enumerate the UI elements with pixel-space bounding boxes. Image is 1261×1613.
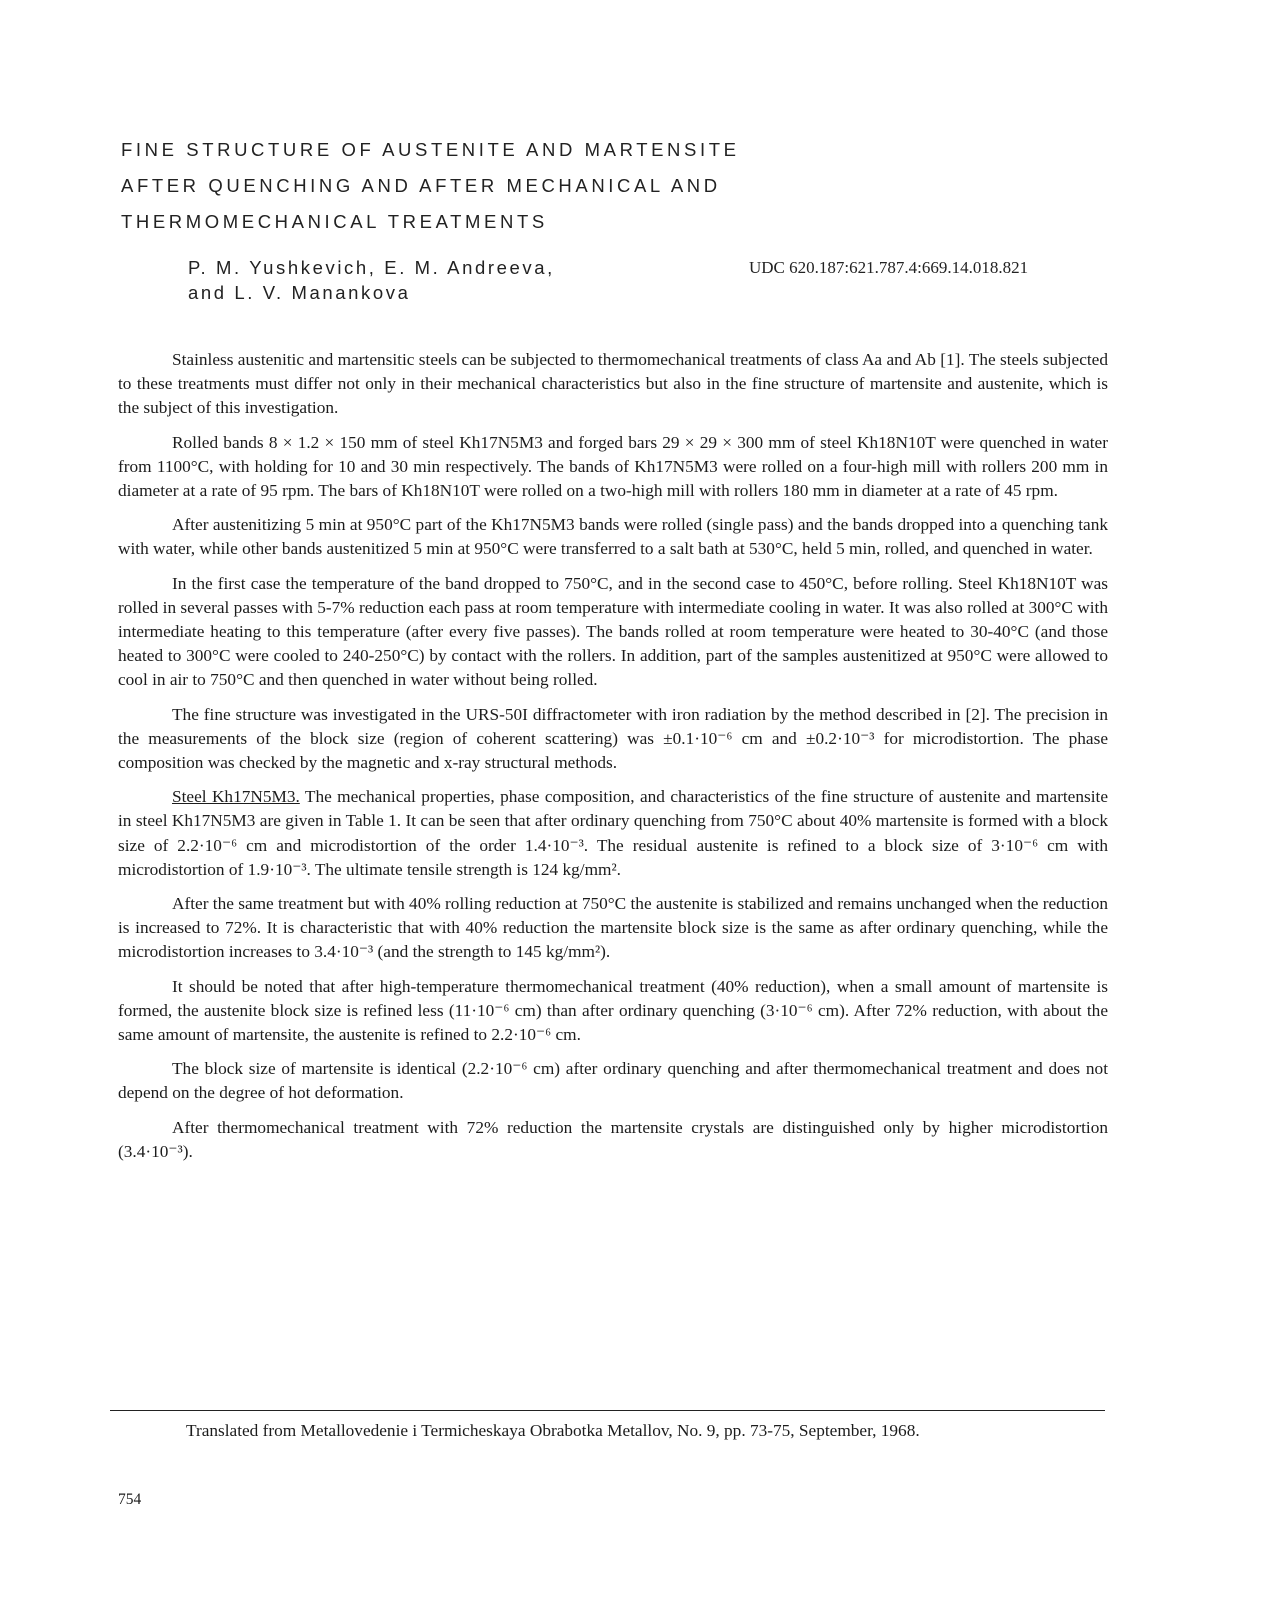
paragraph-2: Rolled bands 8 × 1.2 × 150 mm of steel Kh17N5M3 and forged bars 29 × 29 × 300 mm of steel Kh18N10T were quenched in water from 1100°C, with holding for 10 and 30 min respectively. The bands of Kh17N5M3 were rolled on a four-high mill with rollers 200 mm in diameter at a rate of 95 rpm. The bars of Kh18N10T were rolled on a two-high mill with rollers 180 mm in diameter at a rate of 45 rpm. (118, 432, 1108, 501)
paper-title (121, 132, 1021, 240)
paragraph-6-text: The mechanical properties, phase composition, and characteristics of the fine structure of austenite and martensite in steel Kh17N5M3 are given in Table 1. It can be seen that after ordinary quenching from 750°C about 40% martensite is formed with a block size of 2.2·10⁻⁶ cm and microdistortion of the order 1.4·10⁻³. The residual austenite is refined to a block size of 3·10⁻⁶ cm with microdistortion of 1.9·10⁻³. The ultimate tensile strength is 124 kg/mm². (118, 787, 1108, 879)
paragraph-9: The block size of martensite is identical (2.2·10⁻⁶ cm) after ordinary quenching and after thermomechanical treatment and does not depend on the degree of hot deformation. (118, 1059, 1108, 1103)
page-number: 754 (118, 1491, 142, 1508)
title-line-1: FINE STRUCTURE OF AUSTENITE AND MARTENSITE (121, 139, 740, 160)
authors (188, 255, 555, 305)
title-line-3: THERMOMECHANICAL TREATMENTS (121, 211, 548, 232)
article-body (118, 348, 1108, 1174)
authors-line-2: and L. V. Manankova (188, 282, 411, 303)
paragraph-6 (118, 785, 1108, 882)
paragraph-10: After thermomechanical treatment with 72% reduction the martensite crystals are distinguished only by higher microdistortion (3.4·10⁻³). (118, 1117, 1108, 1161)
footnote-divider (110, 1410, 1105, 1411)
paragraph-8: It should be noted that after high-temperature thermomechanical treatment (40% reduction), when a small amount of martensite is formed, the austenite block size is refined less (11·10⁻⁶ cm) than after ordinary quenching (3·10⁻⁶ cm). After 72% reduction, with about the same amount of martensite, the austenite is refined to 2.2·10⁻⁶ cm. (118, 976, 1108, 1045)
udc-code: UDC 620.187:621.787.4:669.14.018.821 (749, 258, 1029, 277)
paragraph-7: After the same treatment but with 40% rolling reduction at 750°C the austenite is stabilized and remains unchanged when the reduction is increased to 72%. It is characteristic that with 40% reduction the martensite block size is the same as after ordinary quenching, while the microdistortion increases to 3.4·10⁻³ (and the strength to 145 kg/mm²). (118, 894, 1108, 962)
authors-line-1: P. M. Yushkevich, E. M. Andreeva, (188, 257, 555, 278)
footnote: Translated from Metallovedenie i Termicheskaya Obrabotka Metallov, No. 9, pp. 73-75, September, 1968. (186, 1421, 920, 1440)
paragraph-3: After austenitizing 5 min at 950°C part of the Kh17N5M3 bands were rolled (single pass) and the bands dropped into a quenching tank with water, while other bands austenitized 5 min at 950°C were transferred to a salt bath at 530°C, held 5 min, rolled, and quenched in water. (118, 515, 1108, 559)
section-heading-steel: Steel Kh17N5M3. (172, 787, 300, 807)
paragraph-1: Stainless austenitic and martensitic steels can be subjected to thermomechanical treatments of class Aa and Ab [1]. The steels subjected to these treatments must differ not only in their mechanical characteristics but also in the fine structure of martensite and austenite, which is the subject of this investigation. (118, 350, 1108, 418)
paragraph-5: The fine structure was investigated in the URS-50I diffractometer with iron radiation by the method described in [2]. The precision in the measurements of the block size (region of coherent scattering) was ±0.1·10⁻⁶ cm and ±0.2·10⁻³ for microdistortion. The phase composition was checked by the magnetic and x-ray structural methods. (118, 704, 1108, 773)
paragraph-4: In the first case the temperature of the band dropped to 750°C, and in the second case to 450°C, before rolling. Steel Kh18N10T was rolled in several passes with 5-7% reduction each pass at room temperature with intermediate cooling in water. It was also rolled at 300°C with intermediate heating to this temperature (after every five passes). The bands rolled at room temperature were heated to 30-40°C (and those heated to 300°C were cooled to 240-250°C) by contact with the rollers. In addition, part of the samples austenitized at 950°C were allowed to cool in air to 750°C and then quenched in water without being rolled. (118, 573, 1108, 690)
title-line-2: AFTER QUENCHING AND AFTER MECHANICAL AND (121, 175, 721, 196)
